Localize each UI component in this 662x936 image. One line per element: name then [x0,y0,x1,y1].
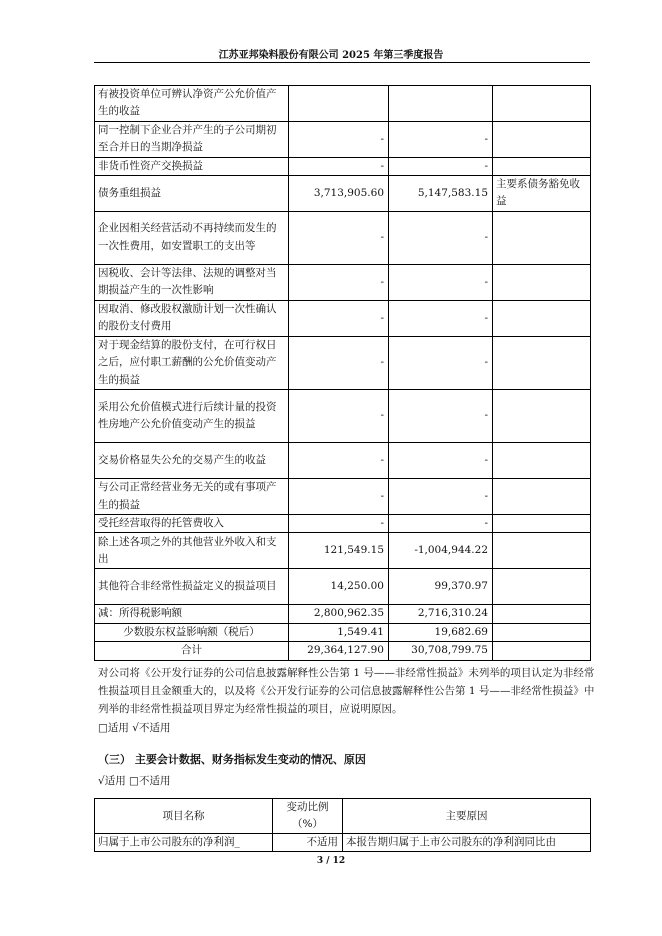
item-cell: 有被投资单位可辨认净资产公允价值产生的收益 [95,86,289,122]
current-period-cell: 14,250.00 [289,569,389,605]
header-change-ratio: 变动比例（%） [273,799,343,834]
table-row [95,176,591,212]
year-to-date-cell: - [389,264,493,300]
note-cell [493,86,591,122]
non-recurring-items-table [94,85,591,661]
item-cell: 因税收、会计等法律、法规的调整对当期损益产生的一次性影响 [95,264,289,300]
current-period-cell: - [289,443,389,479]
year-to-date-cell: - [389,443,493,479]
note-cell [493,264,591,300]
note-cell [493,211,591,264]
item-cell: 合计 [95,642,289,660]
table-row [95,443,591,479]
current-period-cell: - [289,515,389,533]
report-header: 江苏亚邦染料股份有限公司 2025 年第三季度报告 [218,50,444,61]
current-period-cell: 121,549.15 [289,533,389,569]
note-cell [493,623,591,641]
item-cell: 少数股东权益影响额（税后） [95,623,289,641]
table-row [95,336,591,389]
item-cell: 交易价格显失公允的交易产生的收益 [95,443,289,479]
table-row [95,479,591,515]
current-period-cell [289,86,389,122]
year-to-date-cell: - [389,300,493,336]
current-period-cell: - [289,390,389,443]
table-row [95,569,591,605]
table-row [95,533,591,569]
table-row [95,86,591,122]
item-cell: 其他符合非经常性损益定义的损益项目 [95,569,289,605]
header-main-reason: 主要原因 [343,799,591,834]
year-to-date-cell: 2,716,310.24 [389,605,493,623]
table-row [95,623,591,641]
item-cell: 非货币性资产交换损益 [95,157,289,175]
year-to-date-cell: - [389,211,493,264]
note-cell [493,533,591,569]
item-cell: 债务重组损益 [95,176,289,212]
current-period-cell: - [289,336,389,389]
note-cell [493,479,591,515]
header-divider [94,62,590,63]
item-cell: 同一控制下企业合并产生的子公司期初至合并日的当期净损益 [95,121,289,157]
note-cell [493,390,591,443]
year-to-date-cell: 5,147,583.15 [389,176,493,212]
table-row [95,211,591,264]
current-period-cell: - [289,211,389,264]
table-row [95,157,591,175]
change-reasons-table [94,798,591,852]
year-to-date-cell: - [389,121,493,157]
table-row [95,264,591,300]
table-row [95,300,591,336]
year-to-date-cell: -1,004,944.22 [389,533,493,569]
current-period-cell: 1,549.41 [289,623,389,641]
current-period-cell: - [289,264,389,300]
table-row [95,515,591,533]
item-name-cell: 归属于上市公司股东的净利润_ [95,834,273,852]
year-to-date-cell: - [389,336,493,389]
item-cell: 受托经营取得的托管费收入 [95,515,289,533]
table-header-row [95,799,591,834]
year-to-date-cell: 30,708,799.75 [389,642,493,660]
note-cell [493,642,591,660]
explanation-paragraph [98,664,598,737]
change-ratio-cell: 不适用 [273,834,343,852]
note-cell [493,569,591,605]
current-period-cell: - [289,121,389,157]
table-row [95,834,591,852]
year-to-date-cell [389,86,493,122]
item-cell: 减：所得税影响额 [95,605,289,623]
year-to-date-cell: - [389,390,493,443]
current-period-cell: 29,364,127.90 [289,642,389,660]
section-title: （三） 主要会计数据、财务指标发生变动的情况、原因 [98,753,366,766]
year-to-date-cell: - [389,515,493,533]
note-cell [493,443,591,479]
note-cell [493,515,591,533]
item-cell: 与公司正常经营业务无关的或有事项产生的损益 [95,479,289,515]
table-row [95,121,591,157]
item-cell: 因取消、修改股权激励计划一次性确认的股份支付费用 [95,300,289,336]
year-to-date-cell: - [389,157,493,175]
page-number: 3 / 12 [316,856,346,866]
year-to-date-cell: 19,682.69 [389,623,493,641]
table-row [95,642,591,660]
header-item-name: 项目名称 [95,799,273,834]
current-period-cell: 2,800,962.35 [289,605,389,623]
table-row [95,605,591,623]
current-period-cell: - [289,157,389,175]
item-cell: 采用公允价值模式进行后续计量的投资性房地产公允价值变动产生的损益 [95,390,289,443]
item-cell: 对于现金结算的股份支付，在可行权日之后，应付职工薪酬的公允价值变动产生的损益 [95,336,289,389]
note-cell [493,157,591,175]
item-cell: 企业因相关经营活动不再持续而发生的一次性费用，如安置职工的支出等 [95,211,289,264]
current-period-cell: 3,713,905.60 [289,176,389,212]
note-cell [493,121,591,157]
year-to-date-cell: - [389,479,493,515]
explanation-text: 对公司将《公开发行证券的公司信息披露解释性公告第 1 号——非经常性损益》未列举的项目认定为非经常性损益项目且金额重大的，以及将《公开发行证券的公司信息披露解释性公告第 1 号——非经常性损益》中列举的非经常性损益项目界定为经常性损益的项目，应说明原因。 [98,667,595,716]
current-period-cell: - [289,300,389,336]
note-cell [493,336,591,389]
current-period-cell: - [289,479,389,515]
year-to-date-cell: 99,370.97 [389,569,493,605]
main-reason-cell: 本报告期归属于上市公司股东的净利润同比由 [343,834,591,852]
applicability-choice: □适用 √不适用 [98,721,171,734]
table-row [95,390,591,443]
section-applicability: √适用 □不适用 [98,775,171,787]
note-cell [493,605,591,623]
note-cell: 主要系债务豁免收益 [493,176,591,212]
item-cell: 除上述各项之外的其他营业外收入和支出 [95,533,289,569]
note-cell [493,300,591,336]
